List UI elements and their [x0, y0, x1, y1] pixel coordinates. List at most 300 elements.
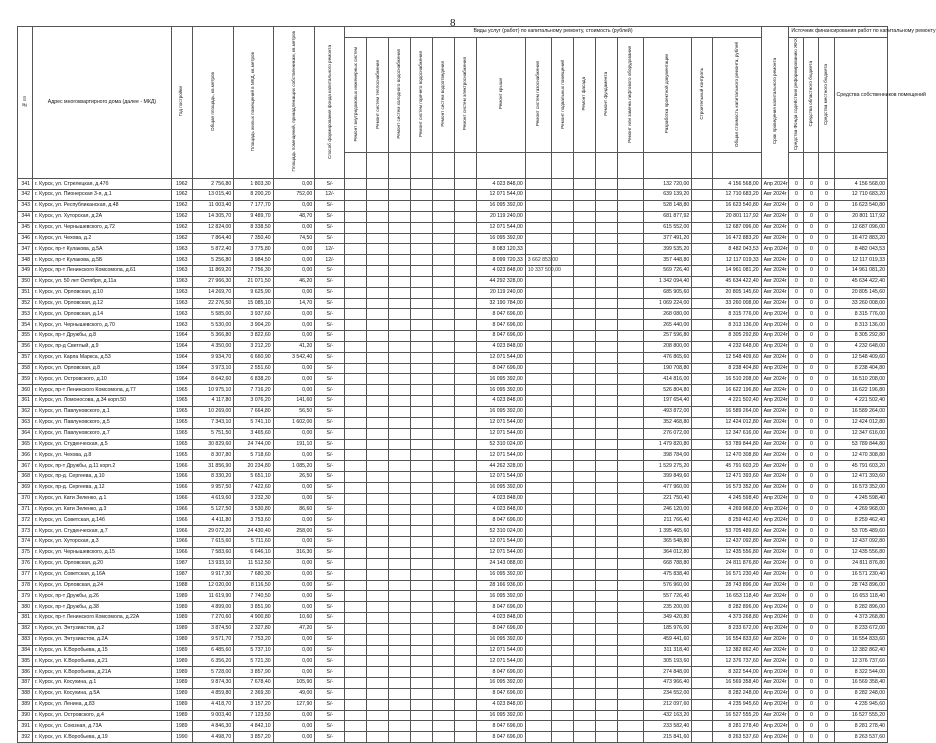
- cell-owners-area: 26,50: [273, 472, 315, 483]
- cell-year: 1963: [171, 276, 192, 287]
- cell-basement: [552, 331, 574, 342]
- cell-roof: 20 119 240,00: [477, 211, 526, 222]
- cell-fin-budget: 0: [804, 222, 819, 233]
- cell-cold-water: [389, 276, 411, 287]
- cell-num: 372: [18, 515, 33, 526]
- cell-cost: 14 961 081,20: [713, 266, 762, 277]
- cell-fund-method: S/-: [315, 667, 345, 678]
- cell-owners-area: 0,00: [273, 667, 315, 678]
- cell-fund-method: S/-: [315, 710, 345, 721]
- cell-hot-water: [411, 526, 433, 537]
- cell-gas: [525, 352, 552, 363]
- cell-fin-local: 0: [819, 352, 834, 363]
- cell-cold-water: [389, 439, 411, 450]
- cell-cold-water: [389, 613, 411, 624]
- cell-owners-area: 752,00: [273, 190, 315, 201]
- cell-fin-owners: 8 238 404,80: [834, 363, 887, 374]
- cell-fin-budget: 0: [804, 385, 819, 396]
- cell-roof: 16 095 392,00: [477, 385, 526, 396]
- cell-foundation: [596, 266, 618, 277]
- cell-cost: 4 232 648,00: [713, 341, 762, 352]
- cell-year: 1988: [171, 580, 192, 591]
- cell-heat: [367, 721, 389, 732]
- cell-fin-local: 0: [819, 732, 834, 743]
- cell-gas: [525, 710, 552, 721]
- cell-foundation: [596, 504, 618, 515]
- cell-owners-area: 10,60: [273, 613, 315, 624]
- cell-spacer: [692, 721, 713, 732]
- cell-cost: 20 805 145,60: [713, 287, 762, 298]
- cell-foundation: [596, 179, 618, 190]
- cell-engineering: [345, 331, 367, 342]
- cell-fund-method: S/-: [315, 569, 345, 580]
- cell-foundation: [596, 374, 618, 385]
- cell-total-area: 27 966,30: [192, 276, 234, 287]
- cell-fin-local: 0: [819, 396, 834, 407]
- cell-control: 190 708,80: [643, 363, 692, 374]
- cell-gas: [525, 482, 552, 493]
- cell-address: г. Курск, ул. Карла Маркса, д.53: [33, 352, 172, 363]
- cell-basement: [552, 407, 574, 418]
- cell-year: 1964: [171, 352, 192, 363]
- cell-fin-budget: 0: [804, 602, 819, 613]
- cell-control: 399 535,20: [643, 244, 692, 255]
- cell-control: 399 849,60: [643, 472, 692, 483]
- cell-fund-method: S/-: [315, 461, 345, 472]
- cell-cost: 24 811 876,80: [713, 558, 762, 569]
- cell-sewer: [433, 537, 455, 548]
- table-row: [18, 255, 888, 266]
- cell-fin-local: 0: [819, 613, 834, 624]
- cell-address: г. Курск, ул. Косухина, д.1: [33, 678, 172, 689]
- cell-owners-area: 0,00: [273, 602, 315, 613]
- cell-fin-local: 0: [819, 482, 834, 493]
- cell-heat: [367, 211, 389, 222]
- cell-total-area: 9 934,70: [192, 352, 234, 363]
- cell-foundation: [596, 482, 618, 493]
- cell-num: 352: [18, 298, 33, 309]
- cell-fin-budget: 0: [804, 613, 819, 624]
- cell-total-area: 7 864,40: [192, 233, 234, 244]
- table-row: [18, 656, 888, 667]
- cell-cold-water: [389, 417, 411, 428]
- cell-electric: [455, 504, 477, 515]
- cell-fin-budget: 0: [804, 211, 819, 222]
- cell-engineering: [345, 699, 367, 710]
- cell-fin-owners: 33 260 008,00: [834, 298, 887, 309]
- cell-cost: 45 634 422,40: [713, 276, 762, 287]
- cell-engineering: [345, 244, 367, 255]
- cell-control: 365 548,80: [643, 537, 692, 548]
- cell-sewer: [433, 515, 455, 526]
- cell-total-area: 10 975,10: [192, 385, 234, 396]
- cell-fin-budget: 0: [804, 580, 819, 591]
- col-address: Адрес многоквартирного дома (далее - МКД): [33, 27, 172, 179]
- cell-lift: [618, 428, 643, 439]
- cell-spacer: [692, 190, 713, 201]
- cell-fin-federal: 0: [789, 569, 804, 580]
- cell-control: 364 012,80: [643, 547, 692, 558]
- cell-sewer: [433, 341, 455, 352]
- cell-basement: [552, 472, 574, 483]
- cell-sewer: [433, 634, 455, 645]
- col-heat: Ремонт систем теплоснабжения: [367, 38, 389, 153]
- cell-fin-local: 0: [819, 320, 834, 331]
- cell-fin-local: 0: [819, 623, 834, 634]
- cell-hot-water: [411, 656, 433, 667]
- cell-facade: [574, 602, 596, 613]
- cell-fin-federal: 0: [789, 526, 804, 537]
- cell-year: 1989: [171, 656, 192, 667]
- cell-total-area: 9 874,30: [192, 678, 234, 689]
- cell-electric: [455, 266, 477, 277]
- cell-heat: [367, 634, 389, 645]
- cell-fund-method: S/-: [315, 233, 345, 244]
- cell-fin-owners: 8 313 136,00: [834, 320, 887, 331]
- cell-roof: 12 071 544,00: [477, 656, 526, 667]
- cell-total-area: 31 856,90: [192, 461, 234, 472]
- cell-fin-owners: 8 305 292,80: [834, 331, 887, 342]
- cell-owners-area: 86,60: [273, 504, 315, 515]
- cell-fin-local: 0: [819, 244, 834, 255]
- cell-hot-water: [411, 341, 433, 352]
- cell-spacer: [692, 482, 713, 493]
- cell-gas: [525, 569, 552, 580]
- cell-fin-federal: 0: [789, 200, 804, 211]
- cell-fin-owners: 12 382 862,40: [834, 645, 887, 656]
- cell-fin-budget: 0: [804, 363, 819, 374]
- cell-roof: 16 095 392,00: [477, 233, 526, 244]
- cell-residential-area: 5 711,60: [234, 537, 273, 548]
- cell-electric: [455, 537, 477, 548]
- cell-lift: [618, 200, 643, 211]
- cell-facade: [574, 331, 596, 342]
- table-row: [18, 244, 888, 255]
- cell-spacer: [692, 352, 713, 363]
- cell-fin-owners: 8 259 462,40: [834, 515, 887, 526]
- cell-num: 369: [18, 482, 33, 493]
- cell-fin-federal: 0: [789, 732, 804, 743]
- cell-fin-federal: 0: [789, 688, 804, 699]
- cell-fin-federal: 0: [789, 667, 804, 678]
- cell-hot-water: [411, 558, 433, 569]
- cell-control: 528 148,80: [643, 200, 692, 211]
- cell-hot-water: [411, 613, 433, 624]
- cell-residential-area: 5 718,60: [234, 450, 273, 461]
- cell-term: Авг 2024г: [761, 558, 789, 569]
- cell-facade: [574, 298, 596, 309]
- cell-control: 569 726,40: [643, 266, 692, 277]
- cell-num: 358: [18, 363, 33, 374]
- col-control: Строительный контроль: [692, 38, 713, 153]
- cell-heat: [367, 482, 389, 493]
- cell-control: 414 816,00: [643, 374, 692, 385]
- cell-sewer: [433, 613, 455, 624]
- cell-term: Авг 2024г: [761, 439, 789, 450]
- cell-fin-budget: 0: [804, 591, 819, 602]
- cell-roof: 32 190 784,00: [477, 298, 526, 309]
- cell-gas: [525, 613, 552, 624]
- cell-electric: [455, 634, 477, 645]
- cell-residential-area: 21 071,50: [234, 276, 273, 287]
- cell-engineering: [345, 200, 367, 211]
- cell-sewer: [433, 244, 455, 255]
- cell-num: 341: [18, 179, 33, 190]
- cell-fin-local: 0: [819, 179, 834, 190]
- cell-fin-budget: 0: [804, 417, 819, 428]
- cell-fin-local: 0: [819, 656, 834, 667]
- cell-lift: [618, 298, 643, 309]
- cell-num: 356: [18, 341, 33, 352]
- cell-cost: 28 743 896,00: [713, 580, 762, 591]
- cell-hot-water: [411, 634, 433, 645]
- cell-cold-water: [389, 255, 411, 266]
- cell-engineering: [345, 287, 367, 298]
- cell-residential-area: 2 327,80: [234, 623, 273, 634]
- cell-sewer: [433, 623, 455, 634]
- cell-heat: [367, 645, 389, 656]
- cell-fin-budget: 0: [804, 298, 819, 309]
- cell-address: г. Курск, ул. К.Воробьева, д.21А: [33, 667, 172, 678]
- cell-heat: [367, 385, 389, 396]
- cell-cold-water: [389, 678, 411, 689]
- cell-lift: [618, 580, 643, 591]
- cell-fin-federal: 0: [789, 515, 804, 526]
- col-fund-method: Способ формирования фонда капитального ремонта: [315, 27, 345, 179]
- cell-facade: [574, 482, 596, 493]
- cell-roof: 8 047 696,00: [477, 363, 526, 374]
- cell-foundation: [596, 222, 618, 233]
- cell-term: Авг 2024г: [761, 255, 789, 266]
- cell-fund-method: S/-: [315, 352, 345, 363]
- cell-foundation: [596, 634, 618, 645]
- cell-electric: [455, 623, 477, 634]
- cell-electric: [455, 200, 477, 211]
- cell-fin-local: 0: [819, 591, 834, 602]
- cell-foundation: [596, 537, 618, 548]
- cell-electric: [455, 396, 477, 407]
- cell-cold-water: [389, 591, 411, 602]
- cell-control: 211 766,40: [643, 515, 692, 526]
- cell-hot-water: [411, 569, 433, 580]
- cell-facade: [574, 385, 596, 396]
- col-facade: Ремонт фасада: [574, 38, 596, 153]
- cell-address: г. Курск, ул. Орловская, д.14: [33, 309, 172, 320]
- cell-residential-area: 5 741,10: [234, 417, 273, 428]
- cell-sewer: [433, 482, 455, 493]
- cell-facade: [574, 504, 596, 515]
- cell-basement: [552, 363, 574, 374]
- cell-fin-local: 0: [819, 341, 834, 352]
- cell-year: 1963: [171, 266, 192, 277]
- cell-spacer: [692, 363, 713, 374]
- cell-spacer: [692, 667, 713, 678]
- cell-fin-owners: 16 571 230,40: [834, 569, 887, 580]
- cell-gas: [525, 428, 552, 439]
- cell-owners-area: 48,70: [273, 211, 315, 222]
- cell-year: 1989: [171, 688, 192, 699]
- cell-fin-federal: 0: [789, 363, 804, 374]
- cell-facade: [574, 396, 596, 407]
- cell-cold-water: [389, 721, 411, 732]
- cell-address: г. Курск, ул. Стрелецкая, д.47б: [33, 179, 172, 190]
- cell-control: 398 784,00: [643, 450, 692, 461]
- cell-foundation: [596, 200, 618, 211]
- cell-address: г. Курск, ул. Студенческая, д.7: [33, 526, 172, 537]
- cell-residential-area: 7 680,30: [234, 569, 273, 580]
- cell-foundation: [596, 211, 618, 222]
- cell-lift: [618, 352, 643, 363]
- cell-year: 1966: [171, 482, 192, 493]
- cell-control: 473 966,40: [643, 678, 692, 689]
- cell-cost: 12 470 308,80: [713, 450, 762, 461]
- cell-num: 376: [18, 558, 33, 569]
- cell-cost: 8 305 292,80: [713, 331, 762, 342]
- cell-foundation: [596, 678, 618, 689]
- cell-total-area: 14 305,70: [192, 211, 234, 222]
- cell-spacer: [692, 450, 713, 461]
- cell-cold-water: [389, 363, 411, 374]
- cell-fin-local: 0: [819, 472, 834, 483]
- cell-total-area: 22 276,50: [192, 298, 234, 309]
- cell-residential-area: 7 422,60: [234, 482, 273, 493]
- cell-owners-area: 0,00: [273, 266, 315, 277]
- cell-sewer: [433, 688, 455, 699]
- cell-sewer: [433, 331, 455, 342]
- cell-fund-method: S/-: [315, 309, 345, 320]
- cell-owners-area: 0,00: [273, 385, 315, 396]
- cell-cold-water: [389, 569, 411, 580]
- cell-hot-water: [411, 547, 433, 558]
- cell-heat: [367, 678, 389, 689]
- cell-fund-method: S/-: [315, 331, 345, 342]
- cell-cold-water: [389, 450, 411, 461]
- cell-num: 379: [18, 591, 33, 602]
- cell-heat: [367, 623, 389, 634]
- cell-gas: [525, 591, 552, 602]
- cell-cost: 8 282 896,00: [713, 602, 762, 613]
- cell-gas: [525, 287, 552, 298]
- cell-foundation: [596, 331, 618, 342]
- cell-total-area: 5 751,50: [192, 428, 234, 439]
- cell-total-area: 5 256,80: [192, 255, 234, 266]
- cell-spacer: [692, 645, 713, 656]
- cell-foundation: [596, 580, 618, 591]
- cell-fin-budget: 0: [804, 374, 819, 385]
- cell-fund-method: S/-: [315, 222, 345, 233]
- cell-electric: [455, 678, 477, 689]
- cell-residential-area: 24 744,00: [234, 439, 273, 450]
- cell-spacer: [692, 547, 713, 558]
- cell-control: 349 420,80: [643, 613, 692, 624]
- cell-fin-owners: 12 470 308,80: [834, 450, 887, 461]
- cell-electric: [455, 688, 477, 699]
- cell-sewer: [433, 439, 455, 450]
- cell-fin-federal: 0: [789, 580, 804, 591]
- cell-spacer: [692, 385, 713, 396]
- cell-owners-area: 0,00: [273, 482, 315, 493]
- cell-sewer: [433, 276, 455, 287]
- cell-fin-owners: 16 653 118,40: [834, 591, 887, 602]
- cell-gas: [525, 233, 552, 244]
- cell-fin-owners: 20 805 145,60: [834, 287, 887, 298]
- table-row: [18, 602, 888, 613]
- cell-year: 1963: [171, 287, 192, 298]
- cell-engineering: [345, 461, 367, 472]
- cell-num: 359: [18, 374, 33, 385]
- cell-foundation: [596, 623, 618, 634]
- cell-cost: 12 435 556,80: [713, 547, 762, 558]
- cell-term: Апр 2024г: [761, 493, 789, 504]
- cell-gas: [525, 341, 552, 352]
- cell-cold-water: [389, 233, 411, 244]
- cell-electric: [455, 276, 477, 287]
- cell-owners-area: 0,00: [273, 363, 315, 374]
- cell-control: 246 120,00: [643, 504, 692, 515]
- cell-total-area: 14 269,70: [192, 287, 234, 298]
- cell-term: Авг 2024г: [761, 222, 789, 233]
- cell-year: 1965: [171, 407, 192, 418]
- cell-owners-area: 0,00: [273, 537, 315, 548]
- cell-basement: [552, 526, 574, 537]
- cell-year: 1989: [171, 710, 192, 721]
- cell-address: г. Курск, пр-т Дружбы, д.26: [33, 591, 172, 602]
- cell-fin-owners: 12 687 096,00: [834, 222, 887, 233]
- cell-address: г. Курск, пр-т Кулакова, д.5А: [33, 244, 172, 255]
- cell-year: 1966: [171, 537, 192, 548]
- cell-hot-water: [411, 504, 433, 515]
- cell-total-area: 13 933,10: [192, 558, 234, 569]
- cell-lift: [618, 233, 643, 244]
- cell-total-area: 9 003,40: [192, 710, 234, 721]
- cell-spacer: [692, 461, 713, 472]
- cell-residential-area: 3 857,90: [234, 667, 273, 678]
- cell-sewer: [433, 461, 455, 472]
- cell-term: Апр 2024г: [761, 309, 789, 320]
- cell-engineering: [345, 721, 367, 732]
- cell-num: 374: [18, 537, 33, 548]
- cell-cold-water: [389, 710, 411, 721]
- cell-fund-method: S/-: [315, 363, 345, 374]
- cell-spacer: [692, 515, 713, 526]
- cell-basement: [552, 623, 574, 634]
- cell-control: 459 441,60: [643, 634, 692, 645]
- cell-facade: [574, 645, 596, 656]
- cell-owners-area: 0,00: [273, 287, 315, 298]
- col-fin-owners: Средства собственников помещений: [834, 38, 887, 153]
- table-row: [18, 276, 888, 287]
- cell-year: 1966: [171, 493, 192, 504]
- cell-engineering: [345, 276, 367, 287]
- cell-cold-water: [389, 472, 411, 483]
- cell-heat: [367, 266, 389, 277]
- cell-electric: [455, 407, 477, 418]
- cell-cost: 12 710 683,20: [713, 190, 762, 201]
- cell-roof: 12 071 544,00: [477, 450, 526, 461]
- cell-heat: [367, 352, 389, 363]
- cell-control: 493 872,00: [643, 407, 692, 418]
- cell-cold-water: [389, 385, 411, 396]
- cell-fin-budget: 0: [804, 461, 819, 472]
- cell-owners-area: 14,70: [273, 298, 315, 309]
- cell-roof: 8 047 696,00: [477, 320, 526, 331]
- cell-fin-owners: 16 569 358,40: [834, 678, 887, 689]
- cell-engineering: [345, 526, 367, 537]
- cell-term: Апр 2024г: [761, 363, 789, 374]
- cell-engineering: [345, 396, 367, 407]
- cell-fin-federal: 0: [789, 341, 804, 352]
- cell-engineering: [345, 450, 367, 461]
